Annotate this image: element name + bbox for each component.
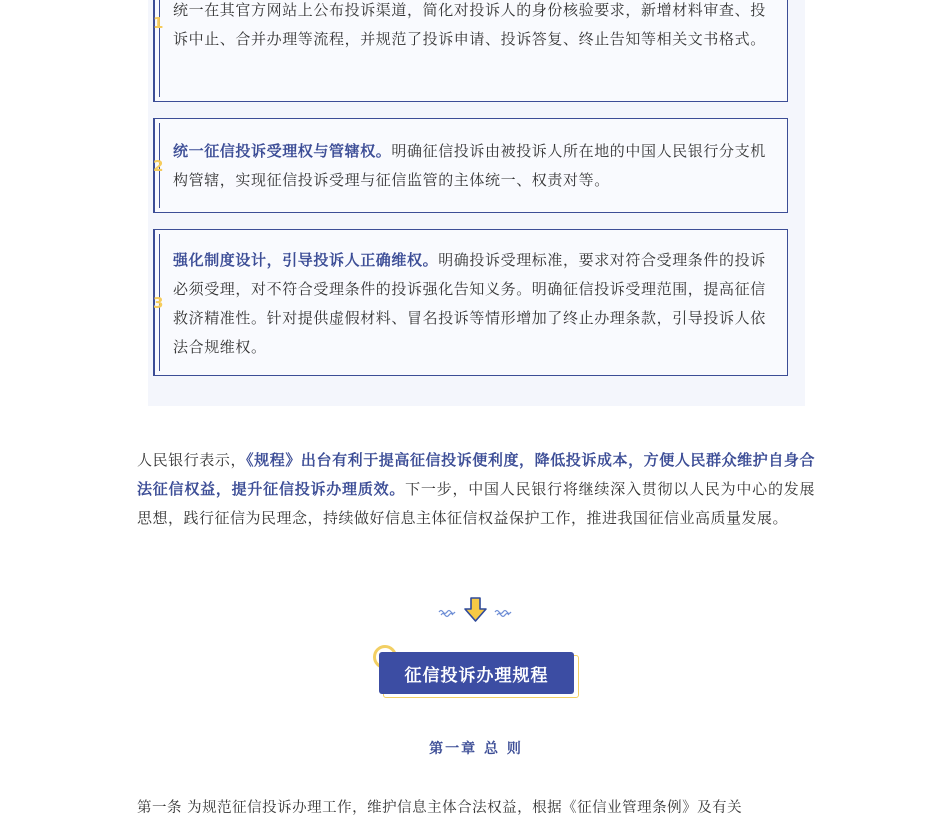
statement-highlight: 《规程》出台有利于提高征信投诉便利度，降低投诉成本，方便人民群众维护自身合法征信权益，提升征信投诉办理质效。 xyxy=(137,451,815,498)
section-title-badge xyxy=(373,645,583,701)
item-number: 3 xyxy=(153,294,164,312)
list-item xyxy=(153,229,788,376)
item-body: 明确投诉受理标准，要求对符合受理条件的投诉必须受理，对不符合受理条件的投诉强化告知义务。明确征信投诉受理范围，提高征信救济精准性。针对提供虚假材料、冒名投诉等情形增加了终止办理条款，引导投诉人依法合规维权。 xyxy=(173,251,766,356)
item-text xyxy=(173,0,775,54)
item-number: 2 xyxy=(153,157,164,175)
item-number: 1 xyxy=(153,14,164,32)
section-title: 征信投诉办理规程 xyxy=(379,652,574,694)
item-highlight: 强化制度设计，引导投诉人正确维权。 xyxy=(173,251,439,269)
statement-paragraph xyxy=(137,446,815,533)
item-text xyxy=(173,246,775,362)
wave-lines-right xyxy=(495,611,511,617)
item-body: 统一在其官方网站上公布投诉渠道，简化对投诉人的身份核验要求，新增材料审查、投诉中止、合并办理等流程，并规范了投诉申请、投诉答复、终止告知等相关文书格式。 xyxy=(173,1,766,48)
chapter-heading: 第一章 总 则 xyxy=(429,741,523,757)
item-text xyxy=(173,137,775,195)
item-highlight: 统一征信投诉受理权与管辖权。 xyxy=(173,142,392,160)
down-arrow-icon xyxy=(437,596,517,624)
item-body: 明确征信投诉由被投诉人所在地的中国人民银行分支机构管辖，实现征信投诉受理与征信监管的主体统一、权责对等。 xyxy=(173,142,766,189)
list-item xyxy=(153,0,788,102)
list-item xyxy=(153,118,788,213)
statement-lead: 人民银行表示， xyxy=(137,451,247,469)
statement-rest: 下一步，中国人民银行将继续深入贯彻以人民为中心的发展思想，践行征信为民理念，持续做好信息主体征信权益保护工作，推进我国征信业高质量发展。 xyxy=(137,480,815,527)
wave-lines-left xyxy=(439,611,455,617)
article-paragraph: 第一条 为规范征信投诉办理工作，维护信息主体合法权益，根据《征信业管理条例》及有关 xyxy=(137,800,743,816)
